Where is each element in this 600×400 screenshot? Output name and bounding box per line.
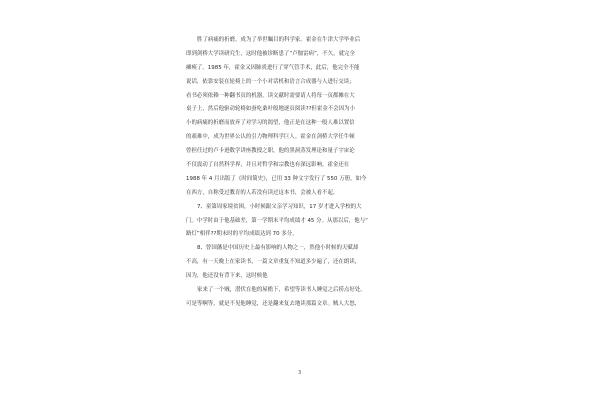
text-line: 门。中学时由于他基础差，第一学期末平均成绩才 45 分。从那以后，他与“ <box>186 217 368 224</box>
text-line: 1988 年 4 月出版了《时间简史》，已用 33 种文字发行了 550 万册，如今 <box>186 175 367 182</box>
text-line: 不仅震动了自然科学界，并且对哲学和宗教也有深远影响。霍金还在 <box>186 162 350 169</box>
text-line: 瘫痪了。1985 年，霍金又因肺炎进行了穿气管手术，此后，他完全不能 <box>186 64 360 71</box>
text-line: 的艰难中，成为世界公认的引力物理科学巨人。霍金在剑桥大学任牛顿 <box>186 134 355 141</box>
text-line: 8、曾国藩是中国历史上最有影响的人物之一，然他小时候的天赋却 <box>197 245 359 252</box>
text-line: 家来了一个贼，潜伏在他的屋檐下，希望等读书人睡觉之后捞点好处。 <box>197 287 366 294</box>
text-line: 路灯”相伴??期末时的平均成绩达到 70 多分。 <box>186 231 298 238</box>
text-line: 说话，依靠安装在轮椅上的一个小对话机和语言合成器与人进行交谈； <box>186 78 355 85</box>
text-line: 小的病痛的折磨而放弃了对学习的渴望，他正是在这种一般人难以置信 <box>186 120 355 127</box>
page-number: 3 <box>298 370 302 376</box>
text-line: 胜了病痛的折磨，成为了举世瞩目的科学家。霍金在牛津大学毕业后 <box>197 37 361 43</box>
text-line: 在西方，自称受过教育的人若没有读过这本书，会被人看不起。 <box>186 189 339 196</box>
body-text <box>186 34 422 312</box>
text-line: 桌子上，然后他驱动轮椅如蚕吃桑叶般地逐页阅读??但霍金不会因为小 <box>186 106 356 113</box>
text-line: 曾担任过的卢卡逊数学讲座教授之职，他的黑洞蒸发理论和量子宇宙论 <box>186 148 355 155</box>
text-line: 可是等啊等，就是不见他睡觉，还是翻来复去地读那篇文章。贼人大怒， <box>186 300 361 307</box>
text-line: 即到剑桥大学读研究生，这时他被诊断患了“卢伽雷病”，不久，就完全 <box>186 50 355 57</box>
text-line: 不高，有一天晚上在家读书，一篇文章重复不知道多少遍了，还在朗读， <box>186 259 361 266</box>
text-line: 看书必须依赖一种翻书页的机器，读文献时需要请人将每一页都摊在大 <box>186 92 355 99</box>
text-line: 7、童第周家境贫困，小时候跟父亲学习知识，17 岁才进入学校的大 <box>197 203 362 210</box>
text-line: 因为，他还没有背下来，这时候他 <box>186 273 268 280</box>
